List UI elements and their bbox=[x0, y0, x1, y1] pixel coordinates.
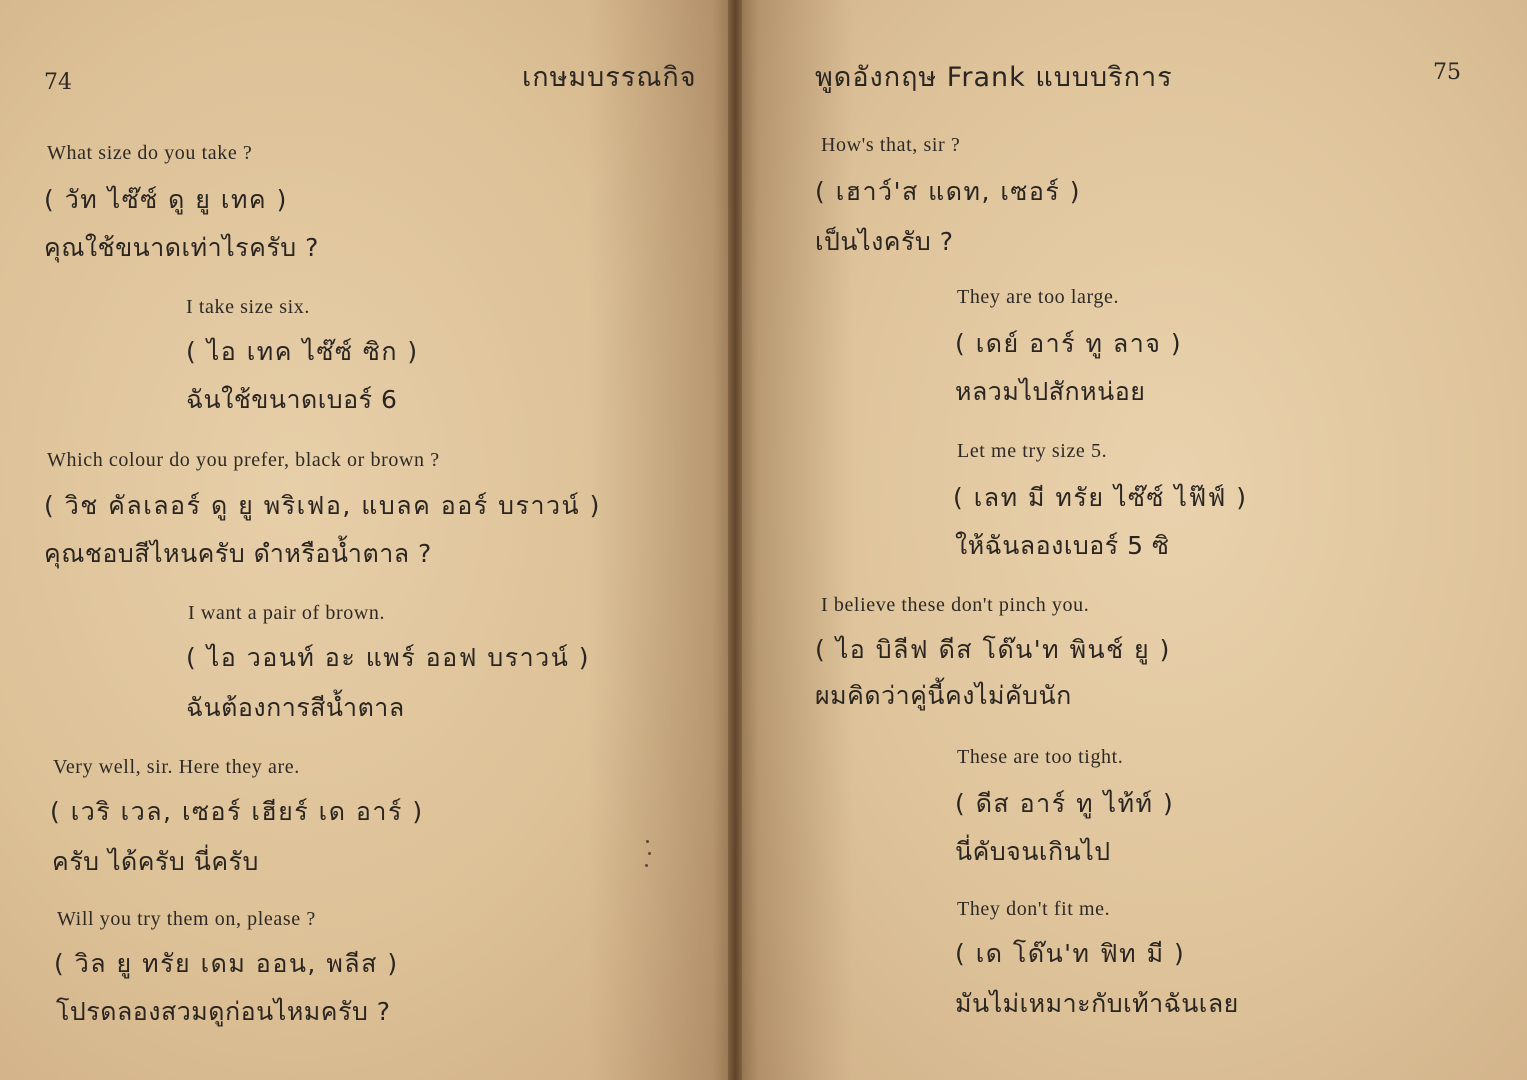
thai-translation: คุณใช้ขนาดเท่าไรครับ ? bbox=[44, 233, 319, 262]
pronunciation-line: ( ไอ บิลีฟ ดีส โด๊น'ท พินช์ ยู ) bbox=[815, 635, 1171, 664]
pronunciation-line: ( เฮาว์'ส แดท, เซอร์ ) bbox=[815, 177, 1082, 206]
thai-translation: ผมคิดว่าคู่นี้คงไม่คับนัก bbox=[815, 681, 1072, 710]
english-line: They are too large. bbox=[957, 286, 1120, 308]
english-line: Which colour do you prefer, black or brown ? bbox=[47, 449, 440, 471]
thai-translation: ฉันต้องการสีน้ำตาล bbox=[186, 693, 405, 722]
english-line: I want a pair of brown. bbox=[188, 602, 386, 624]
pronunciation-line: ( วิช คัลเลอร์ ดู ยู พริเฟอ, แบลค ออร์ บราวน์ ) bbox=[44, 491, 601, 520]
pronunciation-line: ( วิล ยู ทรัย เดม ออน, พลีส ) bbox=[54, 949, 399, 978]
thai-translation: ให้ฉันลองเบอร์ 5 ซิ bbox=[955, 531, 1170, 560]
thai-translation: มันไม่เหมาะกับเท้าฉันเลย bbox=[955, 989, 1239, 1018]
page-number-right: 75 bbox=[1433, 60, 1461, 85]
thai-translation: โปรดลองสวมดูก่อนไหมครับ ? bbox=[56, 997, 391, 1026]
running-head-right: พูดอังกฤษ Frank แบบบริการ bbox=[815, 62, 1173, 93]
english-line: They don't fit me. bbox=[957, 898, 1111, 920]
right-page bbox=[735, 0, 1527, 1080]
pronunciation-line: ( ดีส อาร์ ทู ไท้ท์ ) bbox=[955, 789, 1175, 818]
thai-translation: นี่คับจนเกินไป bbox=[955, 837, 1111, 866]
thai-translation: ฉันใช้ขนาดเบอร์ 6 bbox=[186, 385, 398, 414]
english-line: How's that, sir ? bbox=[821, 134, 961, 156]
english-line: What size do you take ? bbox=[47, 142, 253, 164]
thai-translation: หลวมไปสักหน่อย bbox=[955, 377, 1146, 406]
english-line: Very well, sir. Here they are. bbox=[53, 756, 300, 778]
page-number-left: 74 bbox=[44, 70, 72, 95]
pronunciation-line: ( เดย์ อาร์ ทู ลาจ ) bbox=[955, 329, 1183, 358]
pronunciation-line: ( เด โด๊น'ท ฟิท มี ) bbox=[955, 939, 1186, 968]
paper-speck bbox=[645, 864, 648, 867]
pronunciation-line: ( ไอ วอนท์ อะ แพร์ ออฟ บราวน์ ) bbox=[186, 643, 590, 672]
book-gutter bbox=[728, 0, 742, 1080]
thai-translation: ครับ ได้ครับ นี่ครับ bbox=[52, 847, 259, 876]
pronunciation-line: ( เลท มี ทรัย ไซ๊ซ์ ไฟ๊ฟ์ ) bbox=[953, 483, 1248, 512]
pronunciation-line: ( เวริ เวล, เซอร์ เฮียร์ เด อาร์ ) bbox=[50, 797, 424, 826]
english-line: These are too tight. bbox=[957, 746, 1124, 768]
thai-translation: เป็นไงครับ ? bbox=[815, 227, 954, 256]
pronunciation-line: ( วัท ไซ๊ซ์ ดู ยู เทค ) bbox=[44, 185, 288, 214]
paper-speck bbox=[646, 840, 649, 843]
english-line: Will you try them on, please ? bbox=[57, 908, 316, 930]
paper-speck bbox=[648, 852, 651, 855]
english-line: I take size six. bbox=[186, 296, 311, 318]
left-page bbox=[0, 0, 735, 1080]
english-line: I believe these don't pinch you. bbox=[821, 594, 1090, 616]
english-line: Let me try size 5. bbox=[957, 440, 1108, 462]
thai-translation: คุณชอบสีไหนครับ ดำหรือน้ำตาล ? bbox=[44, 539, 432, 568]
pronunciation-line: ( ไอ เทค ไซ๊ซ์ ซิก ) bbox=[186, 337, 419, 366]
running-head-left: เกษมบรรณกิจ bbox=[522, 62, 697, 93]
